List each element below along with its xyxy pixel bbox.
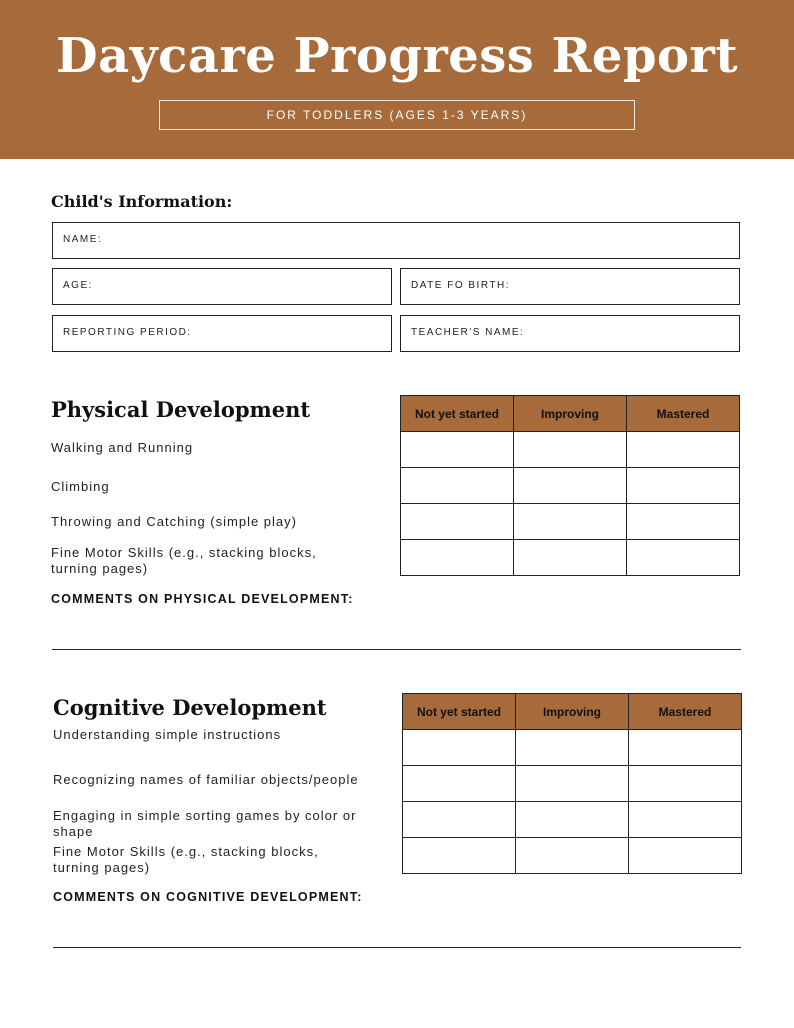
- rating-cell[interactable]: [629, 730, 742, 766]
- cognitive-development-heading: Cognitive Development: [53, 695, 327, 720]
- physical-rating-table: [400, 395, 740, 576]
- table-row: [403, 802, 742, 838]
- rating-cell[interactable]: [403, 802, 516, 838]
- col-mastered: Mastered: [627, 396, 740, 432]
- rating-cell[interactable]: [627, 468, 740, 504]
- col-not-yet-started: Not yet started: [401, 396, 514, 432]
- reporting-period-label: REPORTING PERIOD:: [63, 327, 192, 338]
- physical-item: Climbing: [51, 479, 110, 494]
- rating-cell[interactable]: [403, 766, 516, 802]
- table-header-row: [403, 694, 742, 730]
- table-row: [403, 730, 742, 766]
- physical-item: Throwing and Catching (simple play): [51, 514, 297, 529]
- rating-cell[interactable]: [401, 468, 514, 504]
- date-of-birth-label: DATE FO BIRTH:: [411, 280, 510, 291]
- table-row: [401, 432, 740, 468]
- rating-cell[interactable]: [401, 540, 514, 576]
- physical-item: Fine Motor Skills (e.g., stacking blocks, turning pages): [51, 545, 317, 576]
- rating-cell[interactable]: [516, 766, 629, 802]
- physical-development-heading: Physical Development: [51, 397, 311, 422]
- table-row: [401, 504, 740, 540]
- age-label: AGE:: [63, 280, 93, 291]
- rating-cell[interactable]: [627, 504, 740, 540]
- date-of-birth-field[interactable]: [400, 268, 740, 305]
- col-improving: Improving: [516, 694, 629, 730]
- table-header-row: [401, 396, 740, 432]
- reporting-period-field[interactable]: [52, 315, 392, 352]
- cognitive-item: Engaging in simple sorting games by color or shape: [53, 808, 357, 839]
- physical-comments-line[interactable]: [52, 649, 741, 650]
- rating-cell[interactable]: [629, 838, 742, 874]
- child-info-heading: Child's Information:: [51, 192, 233, 211]
- rating-cell[interactable]: [514, 504, 627, 540]
- rating-cell[interactable]: [401, 504, 514, 540]
- rating-cell[interactable]: [514, 540, 627, 576]
- cognitive-comments-line[interactable]: [53, 947, 741, 948]
- header-banner: [0, 0, 794, 159]
- rating-cell[interactable]: [401, 432, 514, 468]
- cognitive-rating-table: [402, 693, 742, 874]
- cognitive-item: Fine Motor Skills (e.g., stacking blocks, turning pages): [53, 844, 319, 875]
- rating-cell[interactable]: [516, 838, 629, 874]
- rating-cell[interactable]: [403, 730, 516, 766]
- rating-cell[interactable]: [514, 468, 627, 504]
- table-row: [403, 838, 742, 874]
- col-mastered: Mastered: [629, 694, 742, 730]
- rating-cell[interactable]: [516, 802, 629, 838]
- cognitive-item: Understanding simple instructions: [53, 727, 282, 742]
- rating-cell[interactable]: [403, 838, 516, 874]
- age-field[interactable]: [52, 268, 392, 305]
- rating-cell[interactable]: [516, 730, 629, 766]
- col-not-yet-started: Not yet started: [403, 694, 516, 730]
- teacher-name-label: TEACHER'S NAME:: [411, 327, 525, 338]
- rating-cell[interactable]: [627, 432, 740, 468]
- physical-comments-label: COMMENTS ON PHYSICAL DEVELOPMENT:: [51, 592, 354, 606]
- page-title: Daycare Progress Report: [56, 28, 738, 84]
- subtitle-badge: FOR TODDLERS (AGES 1-3 YEARS): [159, 100, 635, 130]
- col-improving: Improving: [514, 396, 627, 432]
- cognitive-item: Recognizing names of familiar objects/people: [53, 772, 359, 787]
- rating-cell[interactable]: [629, 766, 742, 802]
- cognitive-comments-label: COMMENTS ON COGNITIVE DEVELOPMENT:: [53, 890, 363, 904]
- rating-cell[interactable]: [629, 802, 742, 838]
- table-row: [401, 540, 740, 576]
- physical-item: Walking and Running: [51, 440, 194, 455]
- rating-cell[interactable]: [627, 540, 740, 576]
- name-field[interactable]: [52, 222, 740, 259]
- teacher-name-field[interactable]: [400, 315, 740, 352]
- rating-cell[interactable]: [514, 432, 627, 468]
- table-row: [403, 766, 742, 802]
- table-row: [401, 468, 740, 504]
- name-label: NAME:: [63, 234, 103, 245]
